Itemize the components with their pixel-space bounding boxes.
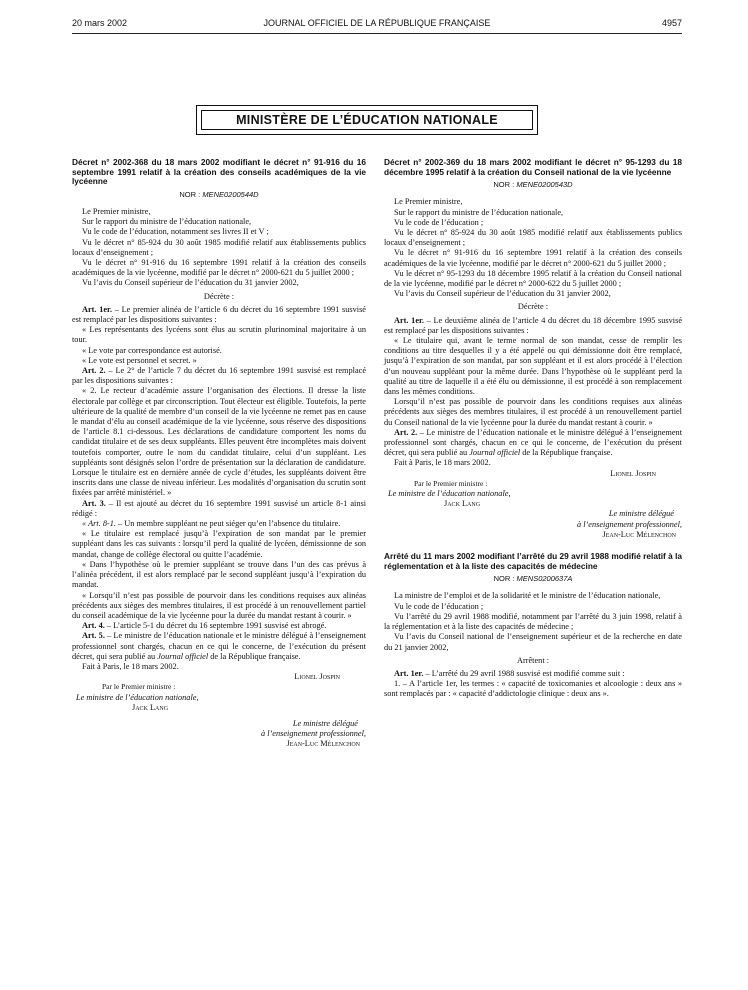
nor-label: NOR : xyxy=(493,574,515,584)
quote: « Les représentants des lycéens sont élus au scrutin plurinominal majoritaire à un tour. xyxy=(72,325,366,345)
minister-name: Jack Lang xyxy=(132,702,169,712)
delegate-title: à l’enseignement professionnel, xyxy=(261,729,366,739)
visa: Vu l’avis du Conseil supérieur de l’éducation du 31 janvier 2002, xyxy=(82,278,299,288)
header-rule xyxy=(72,33,682,34)
visa: Le Premier ministre, xyxy=(394,197,463,207)
article-label: Art. 2. xyxy=(394,427,418,437)
quote: « 2. Le recteur d’académie assure l’organisation des élections. Il dresse la liste électorale par collège et par circonscription. Tout électeur est éligible. Toutefois, la perte ultérieure de la qualité de membre d’un conseil de la vie lycéenne ne remet pas en cause le mandat d’élu au conseil académique de la vie lycéenne, sous réserve des dispositions de l’article 8.1 ci-dessous. Les déclarations de candidature comportent les noms du candidat titulaire et de ses deux suppléants. Elles peuvent être incomplètes mais doivent toutefois comporter, outre le nom du candidat titulaire, celui d’un suppléant. Les suppléants sont désignés selon l’ordre de présentation sur la déclaration de candidature. Lorsque le titulaire est en dernière année de cycle d’études, les suppléants doivent être inscrits dans une classe de niveau inférieur. Les modalités d’organisation du scrutin sont fixées par arrêté ministériel. » xyxy=(72,386,366,498)
article-text: – Le 2° de l’article 7 du décret du 16 septembre 1991 susvisé est remplacé par les dispositions suivantes : xyxy=(72,366,366,386)
arrete-article-1 xyxy=(384,669,682,679)
quote: « Le titulaire est remplacé jusqu’à l’expiration de son mandat par le premier suppléant dans les cas suivants : lorsqu’il perd la qualité de lycéen, démissionne de son mandat, change de collège électoral ou quitte l’académie. xyxy=(72,529,366,559)
article-text: de la République française. xyxy=(208,651,301,661)
ministry-box xyxy=(196,105,538,135)
journal-officiel: Journal officiel xyxy=(157,651,209,661)
delegate-title: Le ministre délégué xyxy=(608,509,674,519)
visa: Vu l’avis du Conseil national de l’enseignement supérieur et de la recherche en date du 21 janvier 2002, xyxy=(384,632,682,652)
article-label: Art. 2. xyxy=(82,366,106,376)
visa: La ministre de l’emploi et de la solidarité et le ministre de l’éducation nationale, xyxy=(394,591,661,601)
article-3 xyxy=(72,499,366,519)
visa: Sur le rapport du ministre de l’éducation nationale, xyxy=(394,207,564,217)
article-text: de la République française. xyxy=(520,448,613,458)
article-text: – Le ministre de l’éducation nationale et le ministre délégué à l’enseignement professionnel sont chargés, chacun en ce qui le concerne, de l’exécution du présent décret, qui sera publié au xyxy=(72,631,367,661)
decree-369-title: Décret n° 2002-369 du 18 mars 2002 modifiant le décret n° 95-1293 du 18 décembre 1995 relatif à la création du Conseil national de la vie lycéenne xyxy=(384,157,682,177)
article-2 xyxy=(72,366,366,386)
visa: Vu l’arrêté du 29 avril 1988 modifié, notamment par l’arrêté du 3 juin 1998, relatif à la réglementation et à la liste des capacités de médecine ; xyxy=(384,611,682,632)
par-le-premier-ministre: Par le Premier ministre : xyxy=(102,682,176,692)
nor-label: NOR : xyxy=(179,189,201,199)
article-text: – L’article 5-1 du décret du 16 septembre 1991 susvisé est abrogé. xyxy=(104,621,327,631)
article-label: Art. 1er. xyxy=(394,668,424,678)
fait-a-paris: Fait à Paris, le 18 mars 2002. xyxy=(82,661,179,671)
visa: Vu le décret n° 85-924 du 30 août 1985 modifié relatif aux établissements publics locaux d’enseignement ; xyxy=(72,237,366,257)
article-text: – Le premier alinéa de l’article 6 du décret du 16 septembre 1991 susvisé est remplacé par les dispositions suivantes : xyxy=(72,304,366,325)
article-2 xyxy=(384,428,682,459)
nor-code: MENE0200543D xyxy=(516,180,573,190)
arretent-heading: Arrêtent : xyxy=(516,655,550,665)
journal-officiel: Journal officiel xyxy=(469,448,521,458)
article-label: Art. 5. xyxy=(82,631,105,641)
article-label: Art. 3. xyxy=(82,498,106,508)
ministry-heading: MINISTÈRE DE L’ÉDUCATION NATIONALE xyxy=(201,110,533,130)
decrete-heading: Décrète : xyxy=(517,302,549,312)
quote: Lorsqu’il n’est pas possible de pourvoir dans les conditions requises aux alinéas précédents aux sièges des membres titulaires, il est procédé à un renouvellement partiel du Conseil national de la vie lycéenne pour la durée du mandat restant à courir. » xyxy=(384,397,682,427)
par-le-premier-ministre: Par le Premier ministre : xyxy=(414,478,488,488)
article-5 xyxy=(72,631,366,662)
arrete-item-1: 1. – A l’article 1er, les termes : « capacité de toxicomanies et alcoologie : deux ans » sont remplacés par : « capacité d’addictologie clinique : deux ans ». xyxy=(384,679,682,699)
article-text: – Un membre suppléant ne peut siéger qu’en l’absence du titulaire. xyxy=(115,519,341,529)
delegate-name: Jean-Luc Mélenchon xyxy=(286,739,360,749)
article-text: – Il est ajouté au décret du 16 septembre 1991 susvisé un article 8-1 ainsi rédigé : xyxy=(72,498,366,518)
visa: Vu le décret n° 85-924 du 30 août 1985 modifié relatif aux établissements publics locaux d’enseignement ; xyxy=(384,228,682,248)
delegate-title: Le ministre délégué xyxy=(292,718,358,728)
visa: Le Premier ministre, xyxy=(82,206,151,216)
article-text: – L’arrêté du 29 avril 1988 susvisé est modifié comme suit : xyxy=(423,668,625,678)
article-label: Art. 1er. xyxy=(394,315,425,325)
quote: « Lorsqu’il n’est pas possible de pourvoir dans les conditions requises aux alinéas précédents aux sièges des membres titulaires, il est procédé à un renouvellement partiel du conseil académique de la vie lycéenne pour la durée du mandat restant à courir. » xyxy=(72,590,366,620)
minister-name: Jack Lang xyxy=(444,499,481,509)
nor-label: NOR : xyxy=(493,180,515,190)
page-header xyxy=(72,18,682,32)
left-column xyxy=(72,158,366,750)
quote: « Le vote par correspondance est autorisé. xyxy=(82,345,222,355)
article-label: « Art. 8-1. xyxy=(82,519,116,529)
decree-368-nor xyxy=(72,190,366,200)
fait-a-paris: Fait à Paris, le 18 mars 2002. xyxy=(394,458,491,468)
minister-title: Le ministre de l’éducation nationale, xyxy=(76,692,199,702)
delegate-name: Jean-Luc Mélenchon xyxy=(602,529,676,539)
article-text: – Le ministre de l’éducation nationale et le ministre délégué à l’enseignement professionnel sont chargés, chacun en ce qui le concerne, de l’exécution du présent décret, qui sera publié au xyxy=(384,427,682,458)
article-4 xyxy=(72,621,366,631)
right-column xyxy=(384,158,682,700)
article-label: Art. 1er. xyxy=(82,304,113,314)
visa: Vu l’avis du Conseil supérieur de l’éducation du 31 janvier 2002, xyxy=(394,289,611,299)
delegate-title: à l’enseignement professionnel, xyxy=(577,519,682,529)
article-1 xyxy=(72,305,366,325)
header-date: 20 mars 2002 xyxy=(72,18,128,28)
nor-code: MENE0200544D xyxy=(202,189,259,199)
quote: « Le vote est personnel et secret. » xyxy=(82,355,197,365)
signer-name: Lionel Jospin xyxy=(294,672,340,682)
visa: Sur le rapport du ministre de l’éducation nationale, xyxy=(82,217,252,227)
journal-title: JOURNAL OFFICIEL DE LA RÉPUBLIQUE FRANÇAISE xyxy=(263,18,491,28)
decrete-heading: Décrète : xyxy=(203,291,235,301)
quote: « Le titulaire qui, avant le terme normal de son mandat, cesse de remplir les conditions au titre desquelles il y a été appelé ou qui démissionne doit être remplacé, jusqu’à l’expiration de son mandat, par son suppléant et il est alors procédé à l’élection d’un nouveau suppléant pour la même durée. Dans l’hypothèse où le suppléant perd la qualité au titre de laquelle il a été élu ou démissionne, il est procédé à son remplacement dans les mêmes conditions. xyxy=(384,336,682,397)
article-1 xyxy=(384,316,682,336)
visa: Vu le code de l’éducation ; xyxy=(394,217,484,227)
visa: Vu le code de l’éducation, notamment ses livres II et V ; xyxy=(82,227,269,237)
article-label: Art. 4. xyxy=(82,621,105,631)
nor-code: MENS0200637A xyxy=(516,574,573,584)
decree-368-title: Décret n° 2002-368 du 18 mars 2002 modifiant le décret n° 91-916 du 16 septembre 1991 relatif à la création des conseils académiques de la vie lycéenne xyxy=(72,157,366,187)
arrete-title: Arrêté du 11 mars 2002 modifiant l’arrêté du 29 avril 1988 modifié relatif à la réglementation et à la liste des capacités de médecine xyxy=(384,551,682,571)
visa: Vu le décret n° 91-916 du 16 septembre 1991 relatif à la création des conseils académiques de la vie lycéenne, modifié par le décret n° 2000-621 du 5 juillet 2000 ; xyxy=(384,248,682,268)
visa: Vu le code de l’éducation ; xyxy=(394,601,484,611)
decree-369-nor xyxy=(384,180,682,190)
visa: Vu le décret n° 91-916 du 16 septembre 1991 relatif à la création des conseils académiques de la vie lycéenne, modifié par le décret n° 2000-621 du 5 juillet 2000 ; xyxy=(72,258,366,278)
page-number: 4957 xyxy=(661,18,682,28)
article-text: – Le deuxième alinéa de l’article 4 du décret du 18 décembre 1995 susvisé est remplacé par les dispositions suivantes : xyxy=(384,315,683,335)
signer-name: Lionel Jospin xyxy=(610,468,656,478)
article-8-1 xyxy=(72,519,366,529)
arrete-nor xyxy=(384,574,682,584)
minister-title: Le ministre de l’éducation nationale, xyxy=(388,489,511,499)
visa: Vu le décret n° 95-1293 du 18 décembre 1995 relatif à la création du Conseil national de la vie lycéenne, modifié par le décret n° 2000-622 du 5 juillet 2000 ; xyxy=(384,268,682,289)
quote: « Dans l’hypothèse où le premier suppléant se trouve dans l’un des cas prévus à l’alinéa précédent, il est alors remplacé par le second suppléant jusqu’à l’expiration du mandat. xyxy=(72,559,366,590)
